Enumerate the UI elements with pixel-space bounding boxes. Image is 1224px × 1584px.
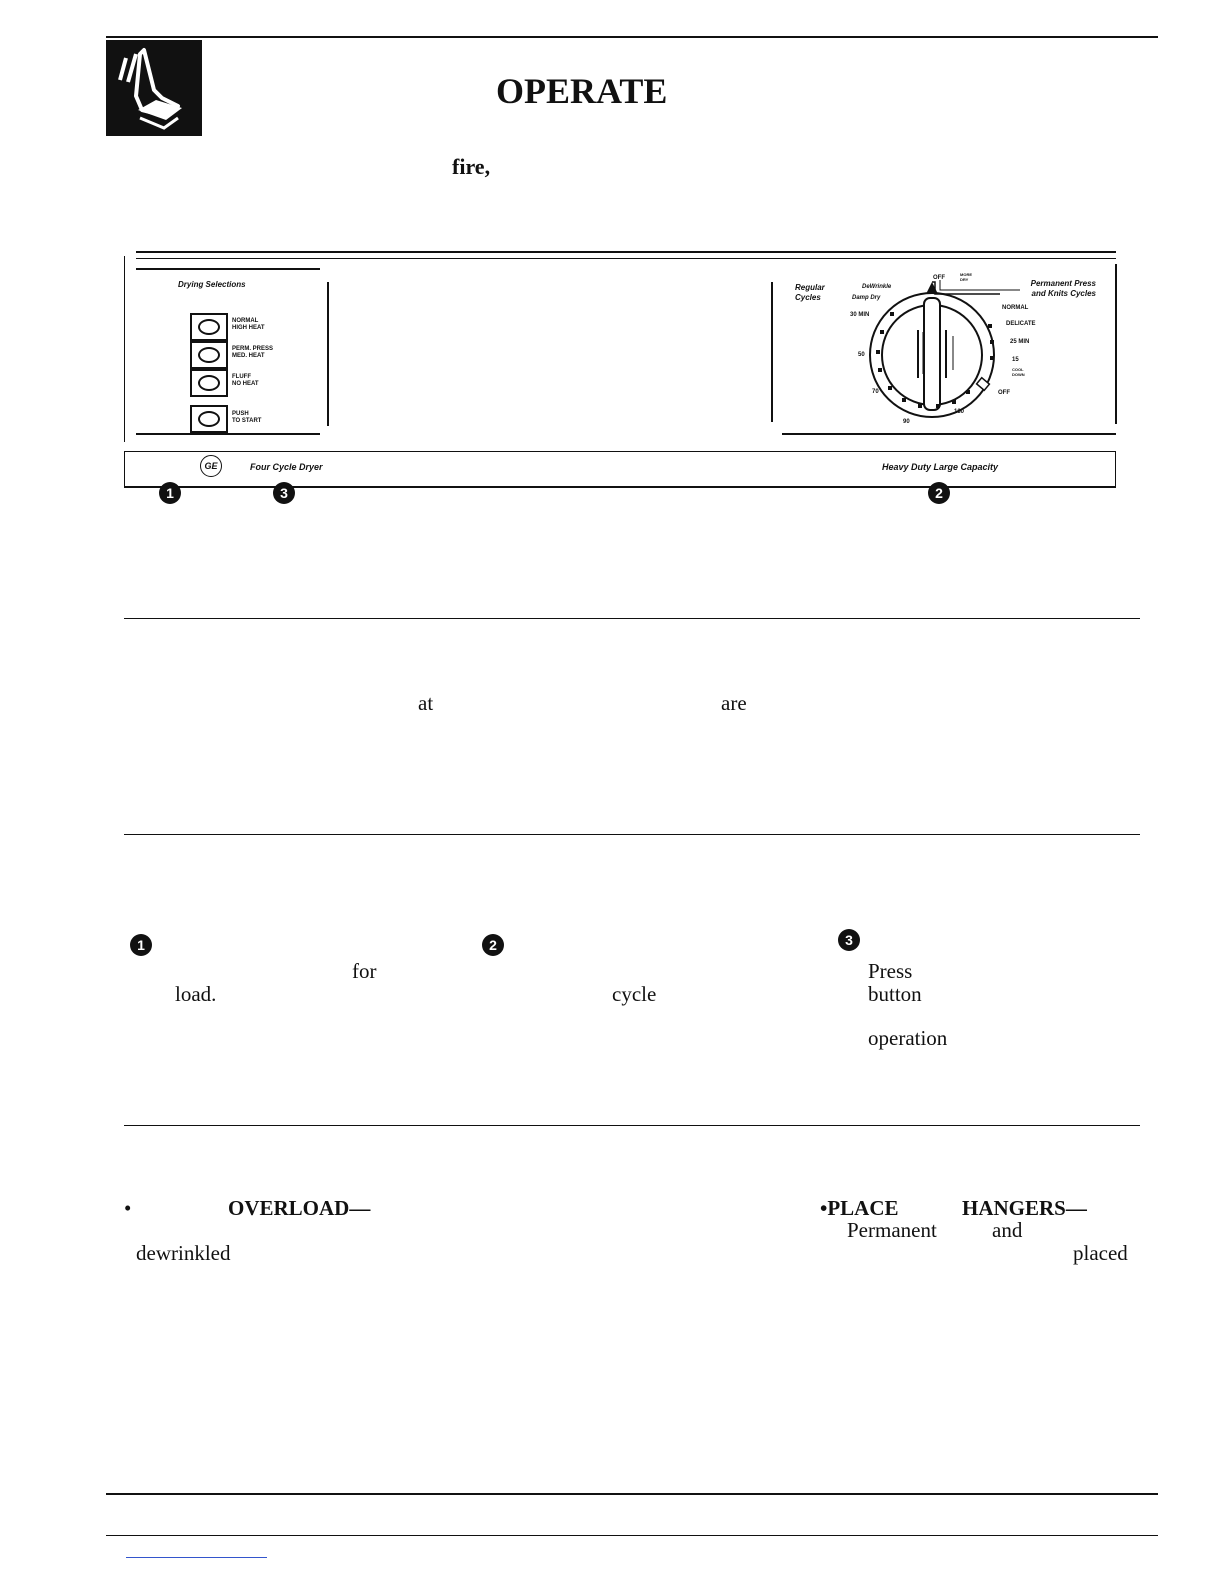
regular-cycles-label: Regular Cycles <box>795 283 825 302</box>
t50-label: 50 <box>858 352 865 358</box>
off-top-label: OFF <box>933 275 945 281</box>
panel-top-rule-1 <box>136 251 1116 253</box>
hangers-heading: HANGERS— <box>962 1196 1087 1220</box>
footer-rule-2 <box>106 1535 1158 1536</box>
step1-word-load: load. <box>175 982 217 1006</box>
dewrinkle-label: DeWrinkle <box>862 284 892 290</box>
off-right-label: OFF <box>998 390 1010 396</box>
footer-link-underline[interactable] <box>126 1557 267 1558</box>
step3-word-button: button <box>868 982 922 1006</box>
ge-logo: GE <box>200 455 222 477</box>
step2-word-cycle: cycle <box>612 982 657 1006</box>
step-1-marker: 1 <box>130 934 152 956</box>
fluff-label: FLUFF NO HEAT <box>232 374 259 387</box>
word-dewrinkled: dewrinkled <box>136 1241 231 1265</box>
word-placed: placed <box>1073 1241 1128 1265</box>
delicate-dial-label: DELICATE <box>1006 321 1036 327</box>
model-label: Four Cycle Dryer <box>250 462 323 472</box>
capacity-label: Heavy Duty Large Capacity <box>882 462 999 472</box>
cool-down-label: COOL DOWN <box>1012 367 1025 377</box>
word-and: and <box>992 1218 1023 1242</box>
fluff-no-heat-button[interactable] <box>190 369 228 397</box>
more-dry-label: MORE DRY <box>960 272 972 282</box>
bullet-dot: • <box>124 1196 132 1220</box>
footer-rule-1 <box>106 1493 1158 1495</box>
hand-pressing-button-icon <box>106 40 202 136</box>
min25-label: 25 MIN <box>1010 339 1030 345</box>
callout-1: 1 <box>159 482 181 504</box>
fragment-at: at <box>418 691 434 715</box>
perm-press-med-heat-button[interactable] <box>190 341 228 369</box>
perm-press-cycles-label: Permanent Press and Knits Cycles <box>1030 279 1096 298</box>
timer-dial[interactable] <box>840 270 1020 430</box>
drying-selections-label: Drying Selections <box>178 280 246 289</box>
damp-dry-label: Damp Dry <box>852 295 881 301</box>
dial-left-rule <box>771 282 773 422</box>
t90-label: 90 <box>903 419 910 425</box>
dial-bottom-rule <box>782 433 1116 435</box>
fragment-are: are <box>721 691 747 715</box>
warning-word-fire: fire, <box>452 154 491 179</box>
callout-2: 2 <box>928 482 950 504</box>
place-heading: •PLACE <box>820 1196 899 1220</box>
selections-bottom-rule <box>136 433 320 435</box>
push-to-start-label: PUSH TO START <box>232 411 262 424</box>
push-to-start-button[interactable] <box>190 405 228 433</box>
section-divider-2 <box>124 834 1140 835</box>
panel-left-edge <box>124 256 125 442</box>
min30-label: 30 MIN <box>850 312 870 318</box>
perm-press-label: PERM. PRESS MED. HEAT <box>232 346 274 359</box>
normal-label: NORMAL HIGH HEAT <box>232 318 265 331</box>
callout-3: 3 <box>273 482 295 504</box>
word-permanent: Permanent <box>847 1218 937 1242</box>
normal-dial-label: NORMAL <box>1002 305 1029 311</box>
t130-label: 130 <box>954 409 965 415</box>
step-3-marker: 3 <box>838 929 860 951</box>
selections-top-rule <box>136 268 320 270</box>
t15-label: 15 <box>1012 357 1019 363</box>
step3-word-press: Press <box>868 959 913 983</box>
step3-word-operation: operation <box>868 1026 948 1050</box>
selections-right-rule <box>327 282 329 426</box>
step1-word-for: for <box>352 959 377 983</box>
panel-top-rule-2 <box>136 258 1116 259</box>
section-divider-3 <box>124 1125 1140 1126</box>
normal-high-heat-button[interactable] <box>190 313 228 341</box>
top-rule <box>106 36 1158 38</box>
dial-right-edge <box>1115 264 1117 424</box>
page-title: OPERATE <box>496 71 668 111</box>
t70-label: 70 <box>872 389 879 395</box>
overload-heading: OVERLOAD— <box>228 1196 371 1220</box>
step-2-marker: 2 <box>482 934 504 956</box>
section-divider-1 <box>124 618 1140 619</box>
